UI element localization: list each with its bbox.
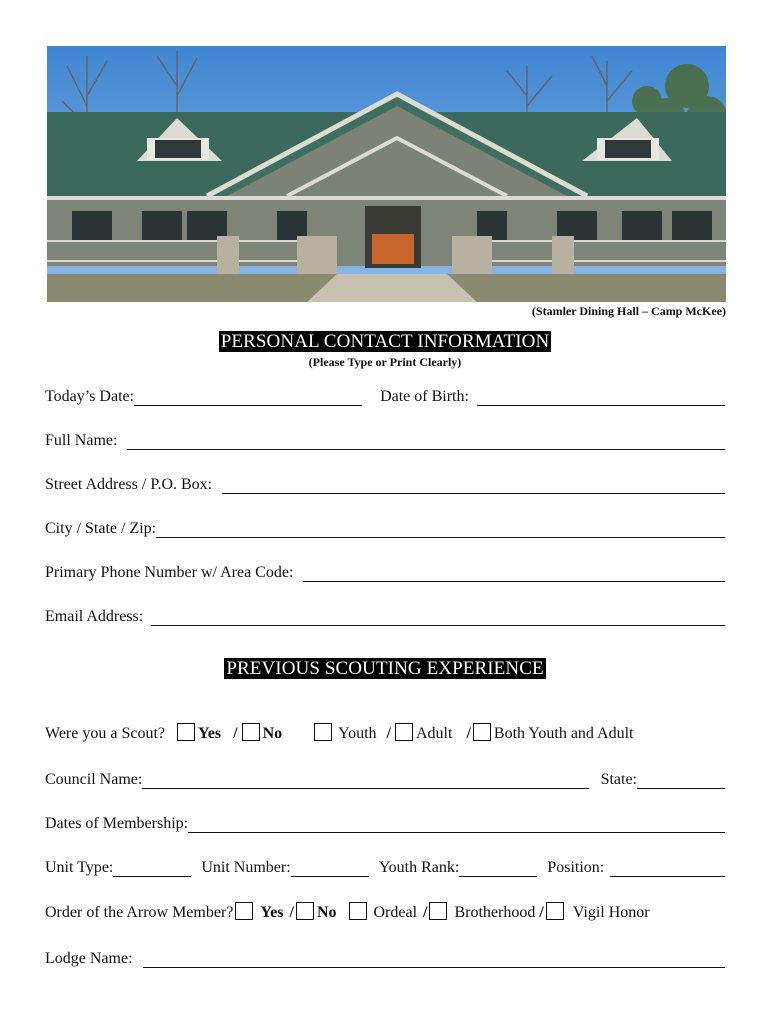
slash: / <box>233 725 238 742</box>
council-name-field[interactable] <box>142 770 588 789</box>
photo-caption: (Stamler Dining Hall – Camp McKee) <box>531 304 726 318</box>
unit-number-label: Unit Number: <box>201 859 291 876</box>
oa-no-checkbox[interactable] <box>296 902 314 920</box>
date-of-birth-field[interactable] <box>477 387 725 406</box>
slash: / <box>423 904 428 921</box>
both-checkbox[interactable] <box>473 723 491 741</box>
state-label: State: <box>600 771 637 788</box>
adult-checkbox[interactable] <box>395 723 413 741</box>
oa-yes-checkbox[interactable] <box>235 902 253 920</box>
unit-type-field[interactable] <box>113 858 191 877</box>
city-state-zip-label: City / State / Zip: <box>45 520 157 537</box>
slash: / <box>466 725 471 742</box>
unit-number-field[interactable] <box>291 858 369 877</box>
street-address-label: Street Address / P.O. Box: <box>45 476 213 493</box>
youth-rank-field[interactable] <box>459 858 537 877</box>
brotherhood-label: Brotherhood <box>454 904 536 921</box>
youth-label: Youth <box>338 725 377 742</box>
phone-label: Primary Phone Number w/ Area Code: <box>45 564 294 581</box>
row-full-name <box>45 426 725 450</box>
contact-heading <box>0 331 770 353</box>
row-dates-membership <box>45 809 725 833</box>
dining-hall-photo <box>47 46 726 302</box>
dates-membership-field[interactable] <box>188 814 725 833</box>
lodge-name-label: Lodge Name: <box>45 950 133 967</box>
oa-no-label: No <box>316 904 337 921</box>
slash: / <box>289 904 294 921</box>
scouting-heading <box>0 658 770 680</box>
unit-type-label: Unit Type: <box>45 859 114 876</box>
oa-yes-label: Yes <box>260 904 284 921</box>
row-phone <box>45 558 725 582</box>
row-street <box>45 470 725 494</box>
adult-label: Adult <box>415 725 453 742</box>
street-address-field[interactable] <box>222 475 725 494</box>
youth-checkbox[interactable] <box>314 723 332 741</box>
scout-yes-checkbox[interactable] <box>177 723 195 741</box>
contact-subheading: (Please Type or Print Clearly) <box>308 355 462 369</box>
were-you-scout-label: Were you a Scout? <box>45 725 165 742</box>
lodge-name-field[interactable] <box>143 949 725 968</box>
email-field[interactable] <box>151 607 725 626</box>
position-field[interactable] <box>610 858 725 877</box>
council-name-label: Council Name: <box>45 771 143 788</box>
youth-rank-label: Youth Rank: <box>378 859 460 876</box>
row-email <box>45 602 725 626</box>
vigil-honor-label: Vigil Honor <box>572 904 650 921</box>
row-were-you-scout <box>45 719 725 743</box>
scout-no-checkbox[interactable] <box>242 723 260 741</box>
dates-membership-label: Dates of Membership: <box>45 815 189 832</box>
position-label: Position: <box>547 859 605 876</box>
todays-date-label: Today’s Date: <box>45 388 135 405</box>
contact-heading-text: PERSONAL CONTACT INFORMATION <box>220 331 550 352</box>
ordeal-checkbox[interactable] <box>349 902 367 920</box>
scout-yes-label: Yes <box>198 725 222 742</box>
email-label: Email Address: <box>45 608 144 625</box>
todays-date-field[interactable] <box>134 387 362 406</box>
row-unit <box>45 853 725 877</box>
full-name-field[interactable] <box>127 431 725 450</box>
slash: / <box>386 725 391 742</box>
brotherhood-checkbox[interactable] <box>429 902 447 920</box>
city-state-zip-field[interactable] <box>156 519 725 538</box>
date-of-birth-label: Date of Birth: <box>380 388 469 405</box>
scout-no-label: No <box>262 725 283 742</box>
phone-field[interactable] <box>303 563 725 582</box>
row-city <box>45 514 725 538</box>
scouting-heading-text: PREVIOUS SCOUTING EXPERIENCE <box>226 658 544 679</box>
oa-member-label: Order of the Arrow Member? <box>45 904 234 921</box>
both-label: Both Youth and Adult <box>493 725 634 742</box>
row-order-arrow <box>45 898 725 922</box>
row-lodge <box>45 944 725 968</box>
ordeal-label: Ordeal <box>373 904 418 921</box>
full-name-label: Full Name: <box>45 432 118 449</box>
state-field[interactable] <box>637 770 725 789</box>
row-council <box>45 765 725 789</box>
row-dates <box>45 382 725 406</box>
vigil-honor-checkbox[interactable] <box>546 902 564 920</box>
slash: / <box>539 904 544 921</box>
